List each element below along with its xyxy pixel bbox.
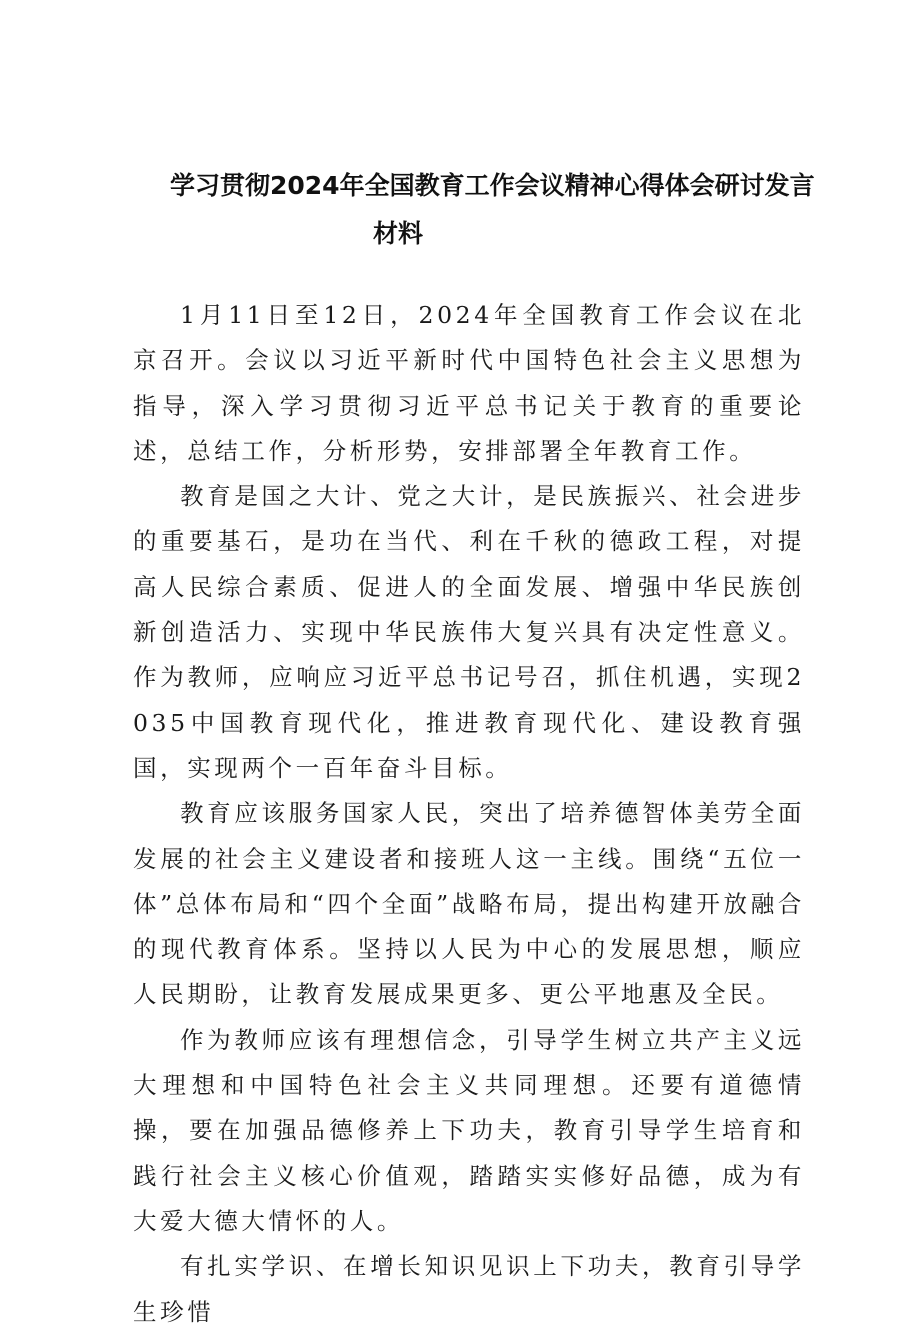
title-line-1: 学习贯彻2024年全国教育工作会议精神心得体会研讨发言	[170, 171, 815, 200]
document-title	[170, 162, 820, 258]
paragraph: 教育是国之大计、党之大计，是民族振兴、社会进步的重要基石，是功在当代、利在千秋的德政工程，对提高人民综合素质、促进人的全面发展、增强中华民族创新创造活力、实现中华民族伟大复兴具有决定性意义。作为教师，应响应习近平总书记号召，抓住机遇，实现2035中国教育现代化，推进教育现代化、建设教育强国，实现两个一百年奋斗目标。	[133, 482, 805, 782]
paragraph: 有扎实学识、在增长知识见识上下功夫，教育引导学生珍惜	[133, 1252, 805, 1326]
document-body	[133, 293, 805, 1335]
paragraph: 教育应该服务国家人民，突出了培养德智体美劳全面发展的社会主义建设者和接班人这一主线。围绕“五位一体”总体布局和“四个全面”战略布局，提出构建开放融合的现代教育体系。坚持以人民为中心的发展思想，顺应人民期盼，让教育发展成果更多、更公平地惠及全民。	[133, 799, 805, 1009]
paragraph: 1月11日至12日，2024年全国教育工作会议在北京召开。会议以习近平新时代中国特色社会主义思想为指导，深入学习贯彻习近平总书记关于教育的重要论述，总结工作，分析形势，安排部署全年教育工作。	[133, 301, 805, 465]
paragraph: 作为教师应该有理想信念，引导学生树立共产主义远大理想和中国特色社会主义共同理想。还要有道德情操，要在加强品德修养上下功夫，教育引导学生培育和践行社会主义核心价值观，踏踏实实修好品德，成为有大爱大德大情怀的人。	[133, 1025, 805, 1235]
title-line-2: 材料	[373, 219, 424, 248]
